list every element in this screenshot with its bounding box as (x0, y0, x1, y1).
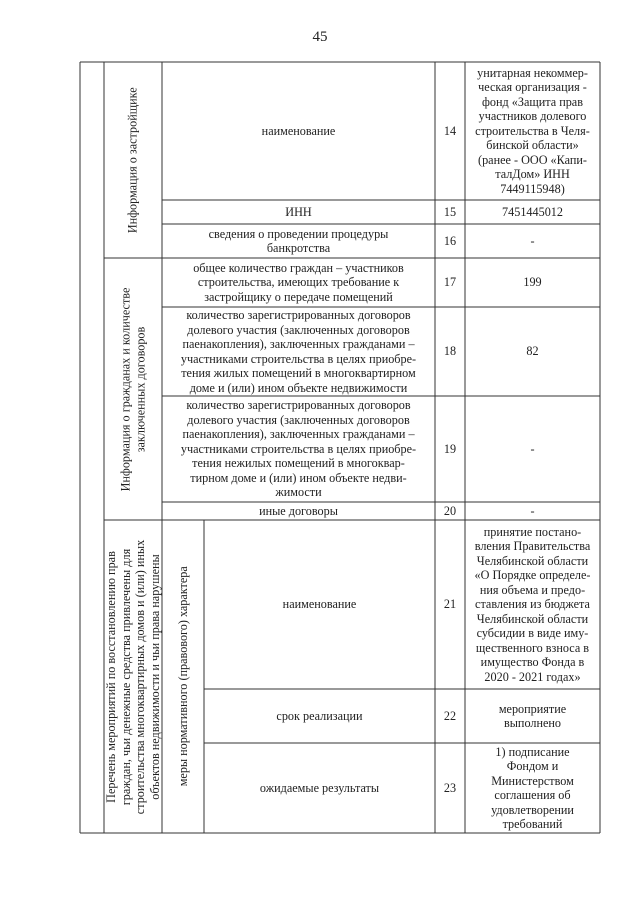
row-value-line: ния объема и предо- (479, 582, 586, 597)
section-citizens-info-line-1: Информация о гражданах и количестве (118, 287, 133, 491)
row-value-text (530, 504, 534, 519)
row-value-line: «О Порядке определе- (474, 568, 591, 583)
row-label-line: банкротства (266, 241, 331, 255)
row-label-text (181, 398, 416, 500)
row-label-text (181, 308, 416, 395)
row-label (162, 224, 435, 258)
row-number: 14 (443, 123, 457, 138)
row-label-line: участниками строительства в целях приобре- (180, 441, 417, 456)
row-value-line: 7449115948) (500, 181, 565, 196)
row-label (162, 258, 435, 307)
row-value-line: ставления из бюджета (475, 597, 590, 612)
row-label (162, 502, 435, 520)
row-value (465, 396, 600, 502)
row-number: 19 (443, 441, 457, 456)
row-label-line: общее количество граждан – участников (193, 260, 404, 275)
row-label-line: срок реализации (276, 708, 363, 723)
row-value-line: мероприятие (498, 701, 567, 716)
row-value-text (526, 344, 538, 359)
row-value-text (475, 66, 590, 197)
row-value-line: фонд «Защита прав (481, 94, 583, 109)
section-measures-line-1: Перечень мероприятий по восстановлению прав (104, 550, 119, 803)
row-label (162, 200, 435, 224)
section-normative-measures-text: меры нормативного (правового) характера (175, 566, 190, 787)
row-label-text (262, 124, 336, 139)
row-value-line: унитарная некоммер- (477, 65, 588, 80)
row-value-line: Фондом и (506, 759, 559, 773)
row-number: 16 (443, 233, 457, 248)
row-value (465, 62, 600, 200)
row-value (465, 520, 600, 689)
row-value-line: выполнено (503, 716, 562, 730)
row-value-line: Челябинской области (476, 611, 589, 626)
row-value-line: 82 (526, 344, 539, 359)
row-label (204, 520, 435, 689)
row-number: 17 (443, 275, 457, 290)
row-label-line: доме и (или) ином объекте недвижимости (189, 380, 408, 395)
row-value (465, 258, 600, 307)
section-developer-info (104, 62, 162, 258)
row-value-line: ческая организация - (478, 80, 587, 95)
section-measures-line-4: объектов недвижимости и чьи права нарушены (147, 553, 162, 800)
row-label-text (285, 205, 311, 220)
row-value-line: Челябинской области (476, 553, 589, 568)
row-value-line: щественного взноса в (475, 640, 590, 655)
row-number: 22 (443, 708, 457, 723)
row-label-line: жимости (275, 485, 322, 500)
row-label-line: наименование (282, 597, 357, 612)
row-number: 20 (443, 503, 457, 518)
row-label-line: количество зарегистрированных договоров (186, 308, 411, 322)
section-normative-measures (162, 520, 204, 833)
row-label-line: ожидаемые результаты (259, 780, 380, 795)
row-label (162, 307, 435, 396)
row-value-line: участников долевого (478, 109, 587, 124)
row-label-line: количество зарегистрированных договоров (186, 398, 411, 413)
row-label (204, 689, 435, 743)
row-value-line: удовлетворении (491, 802, 574, 817)
row-label-line: долевого участия (заключенных договоров (187, 412, 410, 427)
row-label-text (209, 227, 389, 256)
row-value-line: - (530, 503, 535, 518)
row-label (204, 743, 435, 833)
section-citizens-info (104, 258, 162, 520)
row-value-text (523, 275, 541, 290)
row-number: 23 (443, 780, 457, 795)
row-value-text (475, 525, 591, 685)
row-label-text (260, 781, 379, 796)
section-measures-line-2: граждан, чьи денежные средства привлечены для (118, 548, 133, 805)
row-value (465, 224, 600, 258)
row-value-line: - (530, 441, 535, 456)
row-label-line: тения нежилых помещений в многоквар- (192, 456, 405, 471)
row-value-line: соглашения об (494, 788, 571, 802)
row-value-text (530, 442, 534, 457)
row-value-text (491, 745, 574, 832)
section-citizens-info-line-2: заключенных договоров (133, 326, 148, 452)
row-label-line: застройщику о передаче помещений (204, 289, 393, 304)
row-value-line: 1) подписание (495, 744, 570, 759)
row-value-line: 199 (523, 275, 542, 290)
row-value (465, 743, 600, 833)
row-value (465, 200, 600, 224)
row-label-line: паенакопления), заключенных гражданами – (182, 427, 415, 442)
row-value (465, 307, 600, 396)
row-value-line: 7451445012 (502, 204, 563, 219)
row-number: 18 (443, 344, 457, 359)
row-number: 21 (443, 597, 457, 612)
row-label-line: тения жилых помещений в многоквартирном (181, 366, 416, 380)
row-value (465, 689, 600, 743)
section-developer-info-text: Информация о застройщике (125, 87, 140, 233)
row-value-line: (ранее - ООО «Капи- (478, 152, 587, 167)
row-value (465, 502, 600, 520)
row-label-text (259, 504, 338, 519)
section-measures-line-3: строительства многоквартирных домов и (или) иных (133, 539, 148, 814)
row-label-line: иные договоры (259, 503, 338, 518)
row-label (162, 62, 435, 200)
row-number: 15 (443, 204, 457, 219)
row-label-line: строительства, имеющих требование к (197, 275, 400, 290)
row-label-line: ИНН (285, 204, 312, 219)
row-label-line: участниками строительства в целях приобре- (180, 351, 417, 366)
row-value-line: - (530, 233, 535, 248)
row-label-line: сведения о проведении процедуры (208, 226, 389, 241)
row-value-text (499, 702, 566, 731)
row-label-line: паенакопления), заключенных гражданами – (182, 337, 415, 351)
row-value-line: требований (502, 817, 563, 831)
row-value-line: принятие постано- (483, 524, 582, 539)
row-value-line: 2020 - 2021 годах» (484, 669, 581, 684)
section-measures-text (104, 539, 162, 813)
row-label-line: долевого участия (заключенных договоров (187, 322, 410, 337)
section-citizens-info-text (119, 287, 148, 491)
row-value-line: субсидии в виде иму- (476, 626, 589, 641)
page-number: 45 (312, 29, 328, 45)
row-label (162, 396, 435, 502)
row-value-line: строительства в Челя- (475, 123, 590, 138)
row-value-text (502, 205, 563, 220)
row-value-line: вления Правительства (474, 539, 591, 554)
row-label-line: тирном доме и (или) ином объекте недви- (190, 470, 407, 485)
row-label-line: наименование (261, 123, 336, 138)
row-label-text (276, 709, 362, 724)
row-value-line: бинской области» (486, 138, 579, 153)
row-label-text (283, 597, 357, 612)
section-measures (104, 520, 162, 833)
row-value-line: Министерством (491, 773, 574, 788)
row-value-text (530, 234, 534, 249)
row-value-line: талДом» ИНН (495, 167, 570, 182)
row-label-text (193, 261, 404, 305)
row-value-line: имущество Фонда в (480, 655, 585, 670)
